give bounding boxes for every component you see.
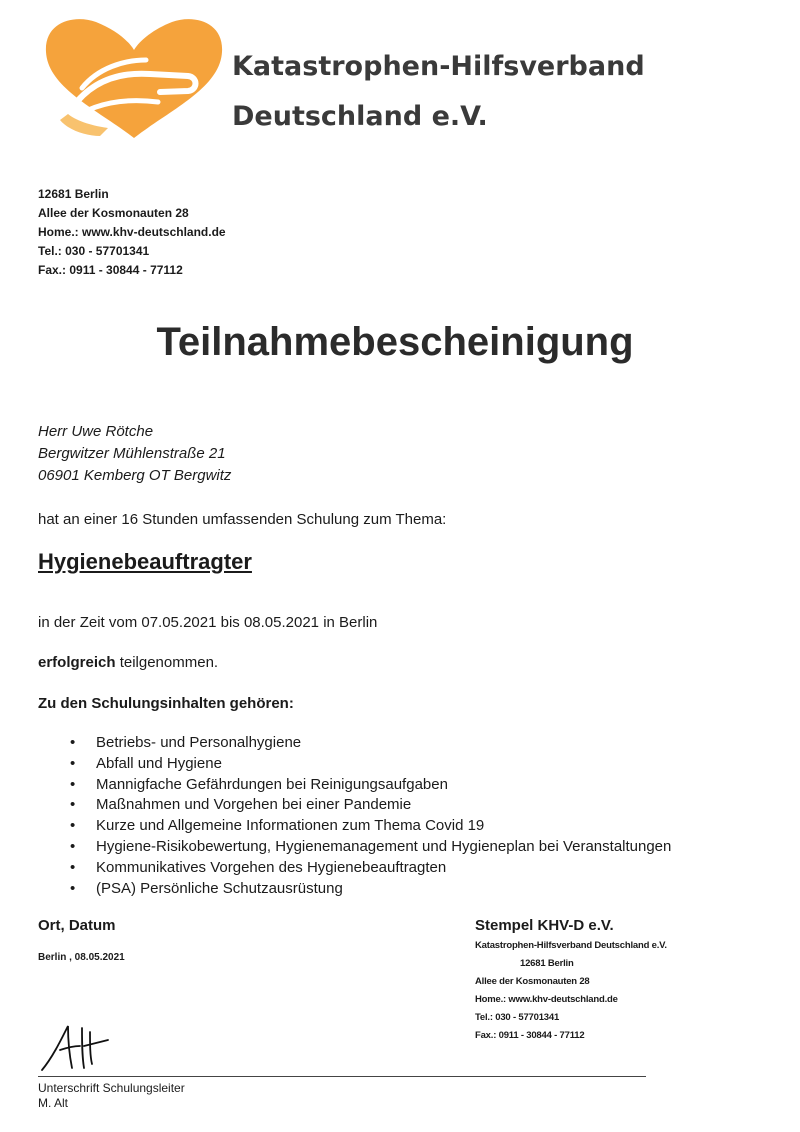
- bullet-icon: •: [70, 837, 76, 855]
- stamp-line: Katastrophen-Hilfsverband Deutschland e.V.: [475, 940, 667, 951]
- list-item: • Betriebs- und Personalhygiene: [70, 733, 671, 754]
- bullet-icon: •: [70, 754, 76, 772]
- bullet-icon: •: [70, 817, 76, 835]
- recipient-address: [38, 421, 231, 487]
- list-item: • Kurze und Allgemeine Informationen zum Thema Covid 19: [70, 816, 671, 837]
- list-item: • (PSA) Persönliche Schutzausrüstung: [70, 879, 671, 900]
- intro-text: hat an einer 16 Stunden umfassenden Schulung zum Thema:: [38, 511, 447, 528]
- organization-name-line2: Deutschland e.V.: [232, 101, 488, 132]
- course-period: in der Zeit vom 07.05.2021 bis 08.05.2021 in Berlin: [38, 614, 378, 631]
- document-title: Teilnahmebescheinigung: [156, 320, 634, 364]
- recipient-city: 06901 Kemberg OT Bergwitz: [38, 467, 232, 484]
- contact-street: Allee der Kosmonauten 28: [38, 206, 189, 220]
- course-content-list: [70, 733, 671, 899]
- result-bold: erfolgreich: [38, 654, 116, 671]
- signature-name: M. Alt: [38, 1096, 69, 1110]
- hands-heart-logo-icon: [38, 10, 230, 142]
- stamp-line: Fax.: 0911 - 30844 - 77112: [475, 1030, 585, 1041]
- recipient-name: Herr Uwe Rötche: [38, 423, 154, 440]
- list-item: • Kommunikatives Vorgehen des Hygienebeauftragten: [70, 858, 671, 879]
- stamp-label: Stempel KHV-D e.V.: [475, 917, 614, 934]
- content-heading: Zu den Schulungsinhalten gehören:: [38, 695, 294, 712]
- stamp-block: [475, 937, 667, 1045]
- place-date-label: Ort, Datum: [38, 917, 116, 934]
- handwritten-signature-icon: [38, 1020, 118, 1076]
- list-item: • Abfall und Hygiene: [70, 754, 671, 775]
- bullet-icon: •: [70, 858, 76, 876]
- result-rest: teilgenommen.: [115, 654, 219, 671]
- recipient-street: Bergwitzer Mühlenstraße 21: [38, 445, 226, 462]
- place-date-value: Berlin , 08.05.2021: [38, 952, 125, 963]
- list-item: • Mannigfache Gefährdungen bei Reinigungsaufgaben: [70, 775, 671, 796]
- stamp-line: Home.: www.khv-deutschland.de: [475, 994, 618, 1005]
- stamp-line: 12681 Berlin: [520, 958, 574, 969]
- course-topic: Hygienebeauftragter: [38, 549, 252, 574]
- list-item: • Hygiene-Risikobewertung, Hygienemanagement und Hygieneplan bei Veranstaltungen: [70, 837, 671, 858]
- contact-block: [38, 185, 226, 280]
- contact-home: Home.: www.khv-deutschland.de: [38, 225, 226, 239]
- bullet-icon: •: [70, 796, 76, 814]
- bullet-icon: •: [70, 775, 76, 793]
- signature-caption: [38, 1081, 185, 1111]
- contact-tel: Tel.: 030 - 57701341: [38, 244, 150, 258]
- signature-label: Unterschrift Schulungsleiter: [38, 1081, 185, 1095]
- organization-name-line1: Katastrophen-Hilfsverband: [232, 51, 645, 82]
- bullet-icon: •: [70, 879, 76, 897]
- bullet-icon: •: [70, 734, 76, 751]
- stamp-line: Allee der Kosmonauten 28: [475, 976, 590, 987]
- contact-city: 12681 Berlin: [38, 187, 109, 201]
- contact-fax: Fax.: 0911 - 30844 - 77112: [38, 263, 183, 277]
- course-result: [38, 654, 218, 671]
- signature-line: [38, 1076, 646, 1077]
- stamp-line: Tel.: 030 - 57701341: [475, 1012, 560, 1023]
- list-item: • Maßnahmen und Vorgehen bei einer Pandemie: [70, 795, 671, 816]
